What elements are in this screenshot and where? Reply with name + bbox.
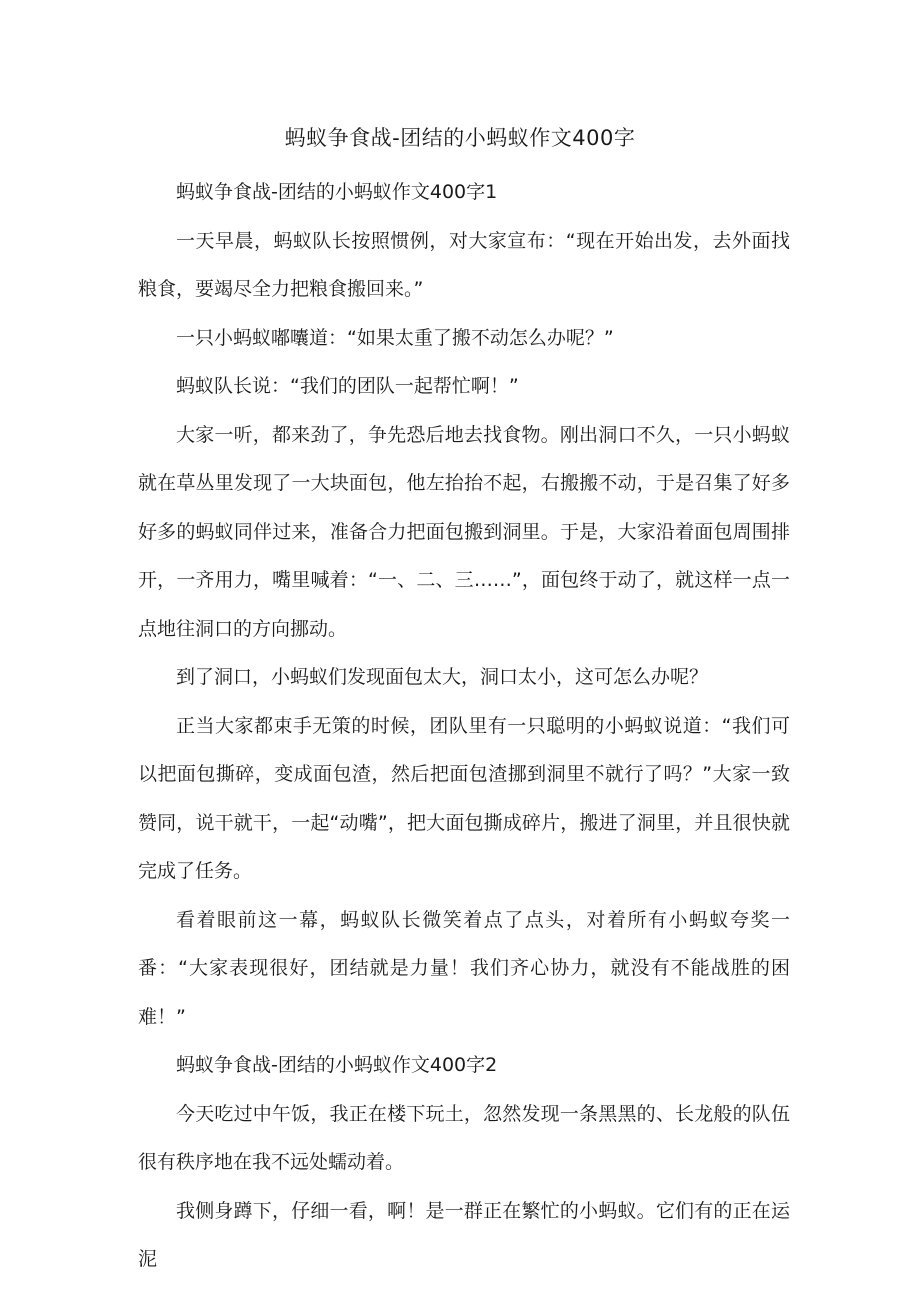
paragraph: 今天吃过中午饭，我正在楼下玩土，忽然发现一条黑黑的、长龙般的队伍很有秩序地在我不远处蠕动着。	[138, 1102, 790, 1173]
document-title: 蚂蚁争食战-团结的小蚂蚁作文400字	[284, 126, 636, 150]
paragraph: 看着眼前这一幕，蚂蚁队长微笑着点了点头，对着所有小蚂蚁夸奖一番：“大家表现很好，团结就是力量！我们齐心协力，就没有不能战胜的困难！”	[138, 908, 790, 1028]
subheading-2: 蚂蚁争食战-团结的小蚂蚁作文400字2	[176, 1054, 498, 1076]
paragraph: 蚂蚁队长说：“我们的团队一起帮忙啊！”	[176, 375, 519, 397]
document-body	[138, 168, 790, 1284]
paragraph: 一只小蚂蚁嘟囔道：“如果太重了搬不动怎么办呢？”	[176, 326, 614, 349]
subheading-1: 蚂蚁争食战-团结的小蚂蚁作文400字1	[176, 181, 498, 203]
paragraph: 我侧身蹲下，仔细一看，啊！是一群正在繁忙的小蚂蚁。它们有的正在运泥	[138, 1199, 790, 1270]
paragraph: 正当大家都束手无策的时候，团队里有一只聪明的小蚂蚁说道：“我们可以把面包撕碎，变成面包渣，然后把面包渣挪到洞里不就行了吗？”大家一致赞同，说干就干，一起“动嘴”，把大面包撕成碎片，搬进了洞里，并且很快就完成了任务。	[138, 714, 790, 882]
paragraph: 一天早晨，蚂蚁队长按照惯例，对大家宣布：“现在开始出发，去外面找粮食，要竭尽全力把粮食搬回来。”	[138, 229, 790, 300]
paragraph: 大家一听，都来劲了，争先恐后地去找食物。刚出洞口不久，一只小蚂蚁就在草丛里发现了一大块面包，他左抬抬不起，右搬搬不动，于是召集了好多好多的蚂蚁同伴过来，准备合力把面包搬到洞里。于是，大家沿着面包周围排开，一齐用力，嘴里喊着：“一、二、三……”，面包终于动了，就这样一点一点地往洞口的方向挪动。	[138, 423, 790, 640]
paragraph: 到了洞口，小蚂蚁们发现面包太大，洞口太小，这可怎么办呢？	[176, 666, 709, 688]
